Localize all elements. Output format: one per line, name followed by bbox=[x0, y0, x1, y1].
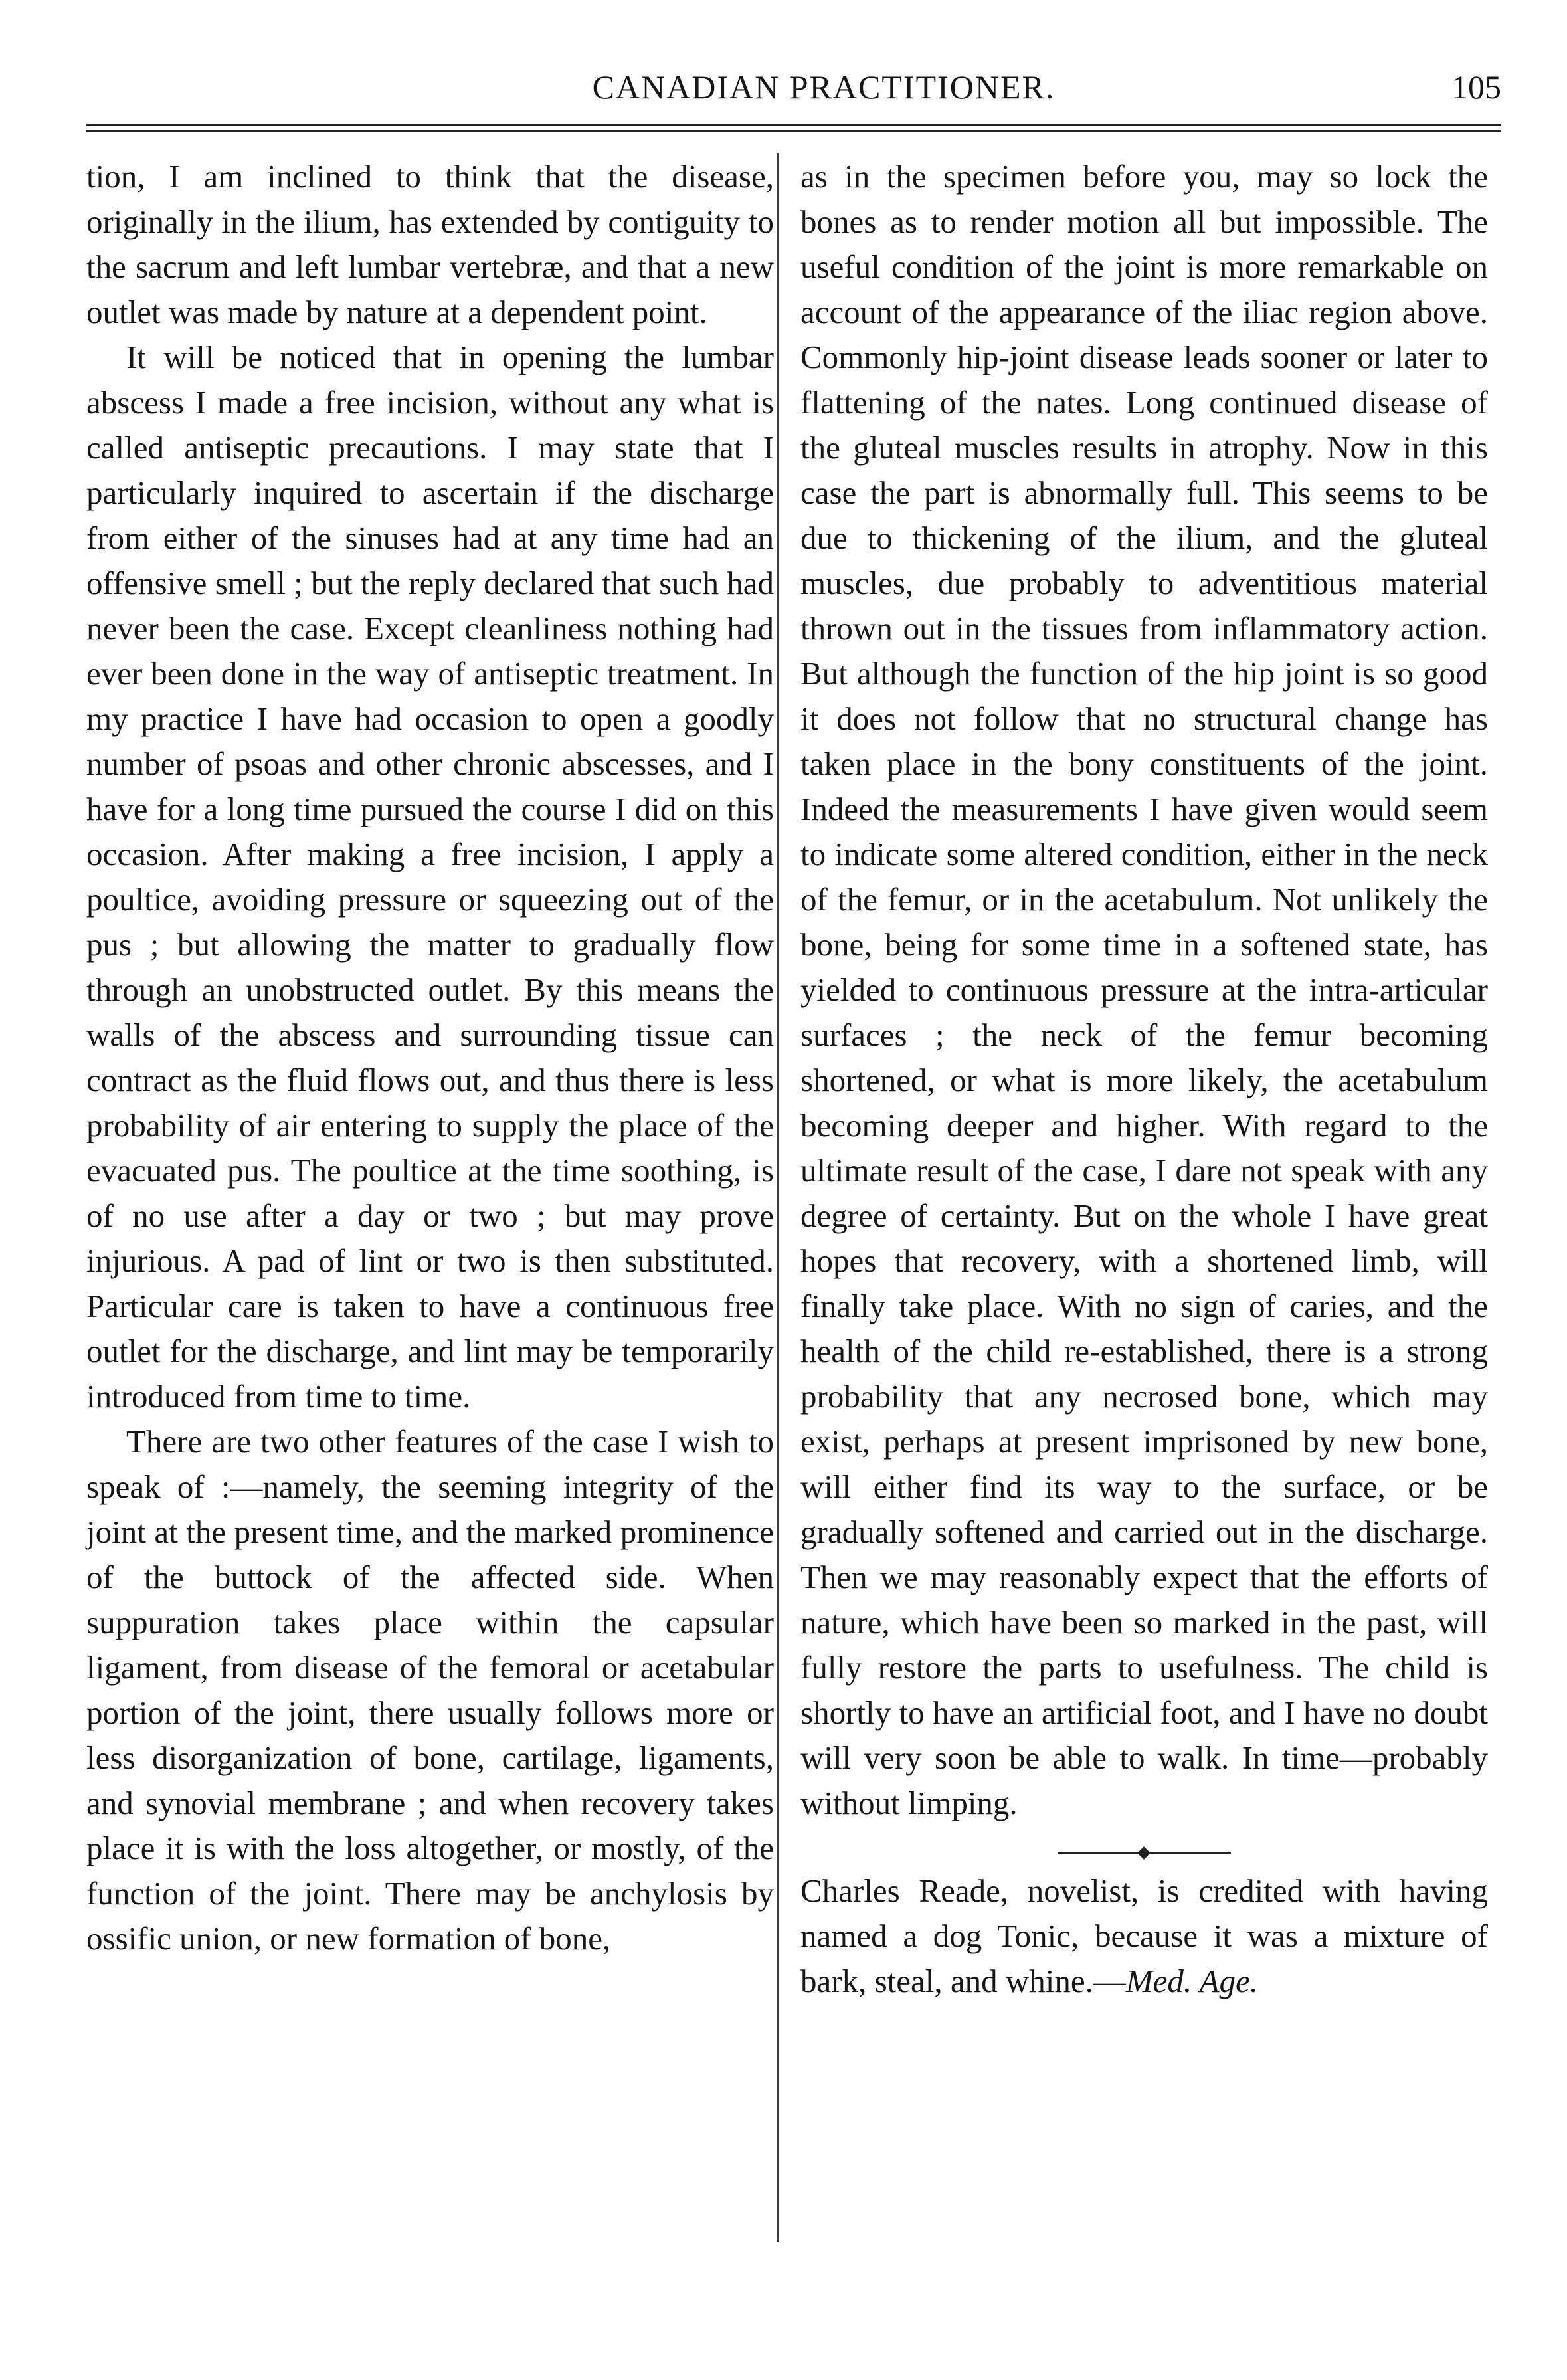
paragraph: It will be noticed that in opening the lumbar abscess I made a free incision, without any what is called antiseptic precautions. I may state that I particularly inquired to ascertain if the discharge from either of the sinuses had at any time had an offensive smell ; but the reply declared that such had never been the case. Except cleanliness nothing had ever been done in the way of antiseptic treatment. In my practice I have had occasion to open a goodly number of psoas and other chronic abscesses, and I have for a long time pursued the course I did on this occasion. After making a free incision, I apply a poultice, avoiding pressure or squeezing out of the pus ; but allowing the matter to gradually flow through an unobstructed outlet. By this means the walls of the abscess and surrounding tissue can contract as the fluid flows out, and thus there is less probability of air entering to supply the place of the evacuated pus. The poultice at the time soothing, is of no use after a day or two ; but may prove injurious. A pad of lint or two is then substituted. Particular care is taken to have a continuous free outlet for the discharge, and lint may be temporarily introduced from time to time. bbox=[86, 339, 774, 1415]
filler-source: Med. Age. bbox=[1125, 1963, 1258, 1999]
running-title: CANADIAN PRACTITIONER. bbox=[592, 68, 1056, 106]
ornamental-rule bbox=[1058, 1848, 1231, 1856]
header-rule-secondary bbox=[86, 130, 1501, 132]
paragraph: There are two other features of the case I wish to speak of :—namely, the seeming integrity of the joint at the present time, and the marked prominence of the buttock of the affected side. When suppuration takes place within the capsular ligament, from disease of the femoral or acetabular portion of the joint, there usually follows more or less disorganization of bone, cartilage, ligaments, and synovial membrane ; and when recovery takes place it is with the loss altogether, or mostly, of the function of the joint. There may be anchylosis by ossific union, or new formation of bone, bbox=[86, 1423, 774, 1957]
right-column bbox=[800, 154, 1488, 2004]
page-header bbox=[86, 65, 1501, 121]
paragraph-continued: as in the specimen before you, may so lock the bones as to render motion all but impossible. The useful condition of the joint is more remarkable on account of the appearance of the iliac region above. Commonly hip-joint disease leads sooner or later to flattening of the nates. Long continued disease of the gluteal muscles results in atrophy. Now in this case the part is abnormally full. This seems to be due to thickening of the ilium, and the gluteal muscles, due probably to adventitious material thrown out in the tissues from inflammatory action. But although the function of the hip joint is so good it does not follow that no structural change has taken place in the bony constituents of the joint. Indeed the measurements I have given would seem to indicate some altered condition, either in the neck of the femur, or in the acetabulum. Not unlikely the bone, being for some time in a softened state, has yielded to continuous pressure at the intra-articular surfaces ; the neck of the femur becoming shortened, or what is more likely, the acetabulum becoming deeper and higher. With regard to the ultimate result of the case, I dare not speak with any degree of certainty. But on the whole I have great hopes that recovery, with a shortened limb, will finally take place. With no sign of caries, and the health of the child re-established, there is a strong probability that any necrosed bone, which may exist, perhaps at present imprisoned by new bone, will either find its way to the surface, or be gradually softened and carried out in the discharge. Then we may reasonably expect that the efforts of nature, which have been so marked in the past, will fully restore the parts to usefulness. The child is shortly to have an artificial foot, and I have no doubt will very soon be able to walk. In time—probably without limping. bbox=[800, 158, 1488, 1821]
page-number: 105 bbox=[1451, 68, 1501, 106]
column-divider bbox=[777, 153, 779, 2242]
left-column bbox=[86, 154, 774, 1961]
filler-text: Charles Reade, novelist, is credited with having named a dog Tonic, because it was a mixture of bark, steal, and whine.— bbox=[800, 1872, 1488, 1999]
header-rule bbox=[86, 124, 1501, 126]
filler-item bbox=[800, 1868, 1488, 2004]
paragraph-continued: tion, I am inclined to think that the disease, originally in the ilium, has extended by contiguity to the sacrum and left lumbar vertebræ, and that a new outlet was made by nature at a dependent point. bbox=[86, 158, 774, 330]
